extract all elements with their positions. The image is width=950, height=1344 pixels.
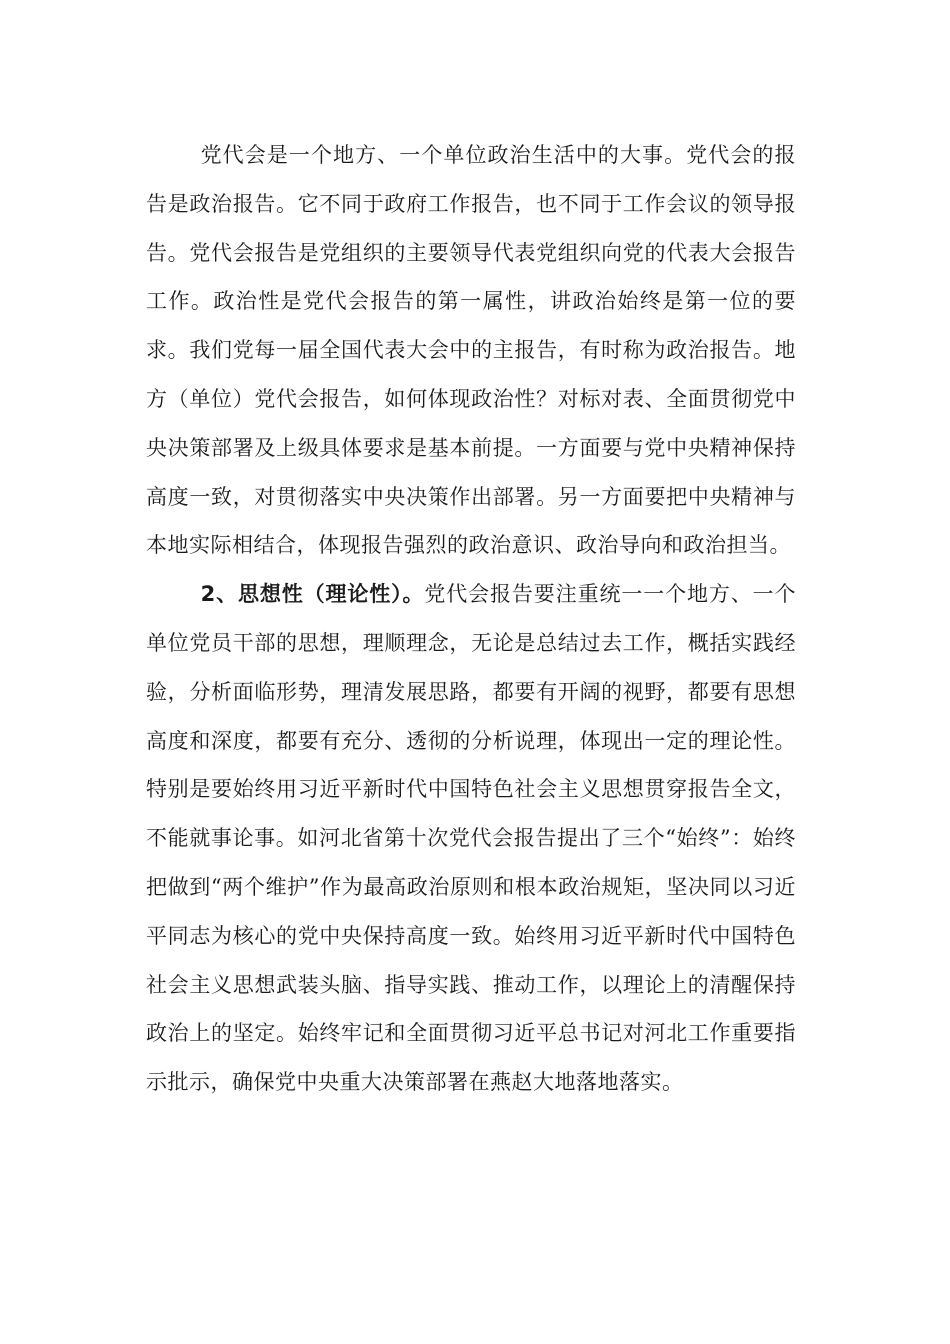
paragraph-text: 党代会是一个地方、一个单位政治生活中的大事。党代会的报告是政治报告。它不同于政府工作报告，也不同于工作会议的领导报告。党代会报告是党组织的主要领导代表党组织向党的代表大会报告工作。政治性是党代会报告的第一属性，讲政治始终是第一位的要求。我们党每一届全国代表大会中的主报告，有时称为政治报告。地方（单位）党代会报告，如何体现政治性？对标对表、全面贯彻党中央决策部署及上级具体要求是基本前提。一方面要与党中央精神保持高度一致，对贯彻落实中央决策作出部署。另一方面要把中央精神与本地实际相结合，体现报告强烈的政治意识、政治导向和政治担当。 <box>146 143 796 558</box>
document-body <box>146 131 796 1107</box>
paragraph-political-nature <box>146 131 796 570</box>
paragraph-ideological-nature <box>146 570 796 1107</box>
paragraph-text: 党代会报告要注重统一一个地方、一个单位党员干部的思想，理顺理念，无论是总结过去工作，概括实践经验，分析面临形势，理清发展思路，都要有开阔的视野，都要有思想高度和深度，都要有充分、透彻的分析说理，体现出一定的理论性。特别是要始终用习近平新时代中国特色社会主义思想贯穿报告全文，不能就事论事。如河北省第十次党代会报告提出了三个“始终”：始终把做到“两个维护”作为最高政治原则和根本政治规矩，坚决同以习近平同志为核心的党中央保持高度一致。始终用习近平新时代中国特色社会主义思想武装头脑、指导实践、推动工作，以理论上的清醒保持政治上的坚定。始终牢记和全面贯彻习近平总书记对河北工作重要指示批示，确保党中央重大决策部署在燕赵大地落地落实。 <box>146 582 796 1095</box>
paragraph-heading: 2、思想性（理论性）。 <box>200 582 425 607</box>
